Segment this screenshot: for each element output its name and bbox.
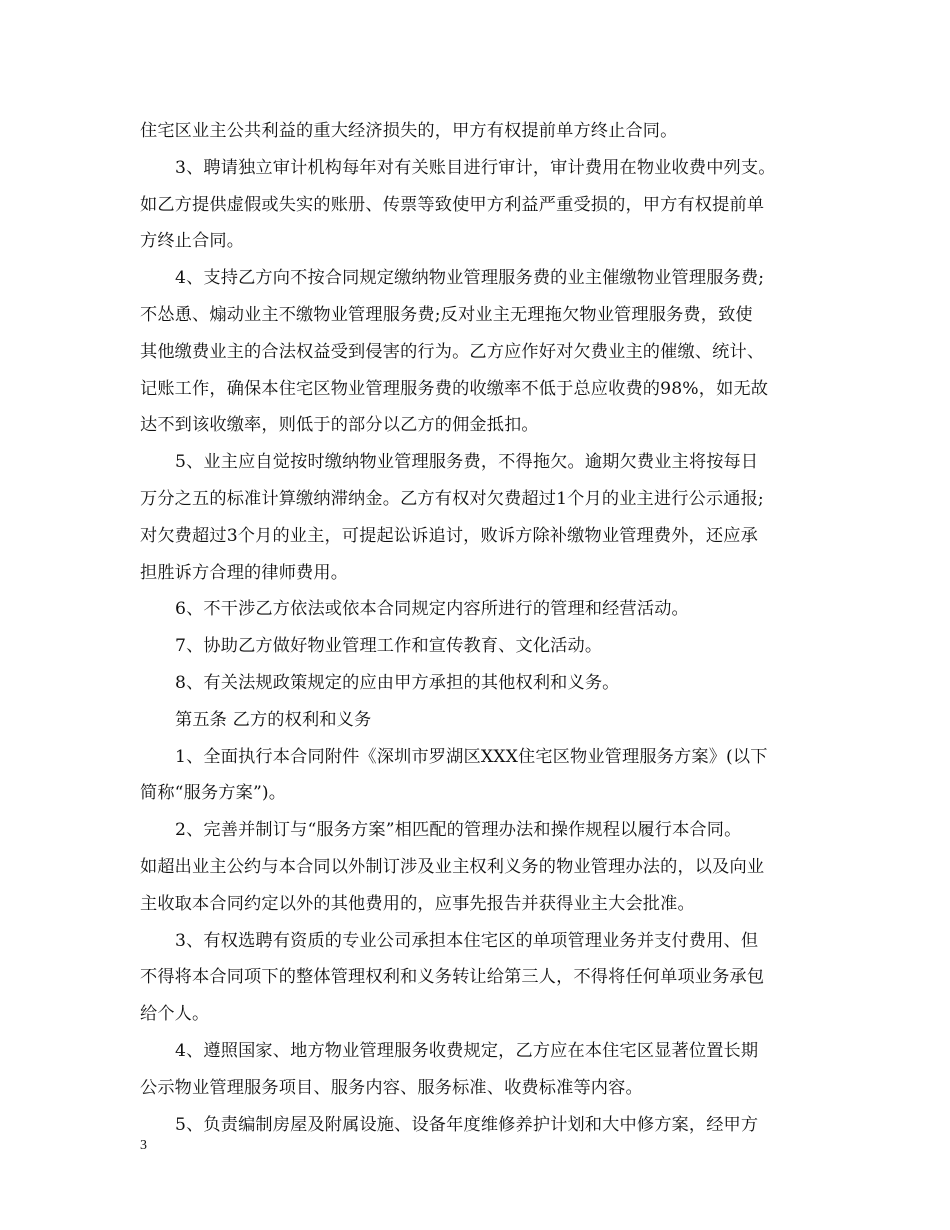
text-line: 6、不干涉乙方依法或依本合同规定内容所进行的管理和经营活动。 <box>175 599 689 620</box>
text-line: 主收取本合同约定以外的其他费用的，应事先报告并获得业主大会批准。 <box>140 893 695 914</box>
text-line: 对欠费超过3个月的业主，可提起讼诉追讨，败诉方除补缴物业管理费外，还应承 <box>140 525 758 546</box>
text-line: 其他缴费业主的合法权益受到侵害的行为。乙方应作好对欠费业主的催缴、统计、 <box>140 341 765 362</box>
text-line: 简称“服务方案”)。 <box>140 783 287 804</box>
text-line: 如乙方提供虚假或失实的账册、传票等致使甲方利益严重受损的，甲方有权提前单 <box>140 194 765 215</box>
section-heading: 第五条 乙方的权利和义务 <box>175 709 372 730</box>
text-line: 3、聘请独立审计机构每年对有关账目进行审计，审计费用在物业收费中列支。 <box>175 157 776 178</box>
text-line: 不怂恿、煽动业主不缴物业管理服务费;反对业主无理拖欠物业管理服务费，致使 <box>140 304 753 325</box>
text-line: 住宅区业主公共利益的重大经济损失的，甲方有权提前单方终止合同。 <box>140 121 678 141</box>
text-line: 4、支持乙方向不按合同规定缴纳物业管理服务费的业主催缴物业管理服务费; <box>175 268 765 289</box>
page-number: 3 <box>140 1138 147 1153</box>
text-line: 5、负责编制房屋及附属设施、设备年度维修养护计划和大中修方案，经甲方 <box>175 1114 759 1135</box>
text-line: 方终止合同。 <box>140 231 245 252</box>
text-line: 1、全面执行本合同附件《深圳市罗湖区XXX住宅区物业管理服务方案》(以下 <box>175 746 768 767</box>
text-line: 不得将本合同项下的整体管理权利和义务转让给第三人，不得将任何单项业务承包 <box>140 967 765 988</box>
text-line: 2、完善并制订与“服务方案”相匹配的管理办法和操作规程以履行本合同。 <box>175 820 742 841</box>
text-line: 给个人。 <box>140 1004 210 1025</box>
text-line: 4、遵照国家、地方物业管理服务收费规定，乙方应在本住宅区显著位置长期 <box>175 1040 759 1061</box>
text-line: 公示物业管理服务项目、服务内容、服务标准、收费标准等内容。 <box>140 1077 643 1098</box>
text-line: 3、有权选聘有资质的专业公司承担本住宅区的单项管理业务并支付费用、但 <box>175 930 759 951</box>
text-line: 万分之五的标准计算缴纳滞纳金。乙方有权对欠费超过1个月的业主进行公示通报; <box>140 488 764 509</box>
text-line: 达不到该收缴率，则低于的部分以乙方的佣金抵扣。 <box>140 415 539 436</box>
text-line: 5、业主应自觉按时缴纳物业管理服务费，不得拖欠。逾期欠费业主将按每日 <box>175 452 759 473</box>
text-line: 8、有关法规政策规定的应由甲方承担的其他权利和义务。 <box>175 672 620 693</box>
text-line: 记账工作，确保本住宅区物业管理服务费的收缴率不低于总应收费的98%，如无故 <box>140 378 769 399</box>
contract-body-text <box>140 113 830 1143</box>
text-line: 7、协助乙方做好物业管理工作和宣传教育、文化活动。 <box>175 636 603 657</box>
text-line: 担胜诉方合理的律师费用。 <box>140 562 349 583</box>
text-line: 如超出业主公约与本合同以外制订涉及业主权利义务的物业管理办法的，以及向业 <box>140 856 765 877</box>
